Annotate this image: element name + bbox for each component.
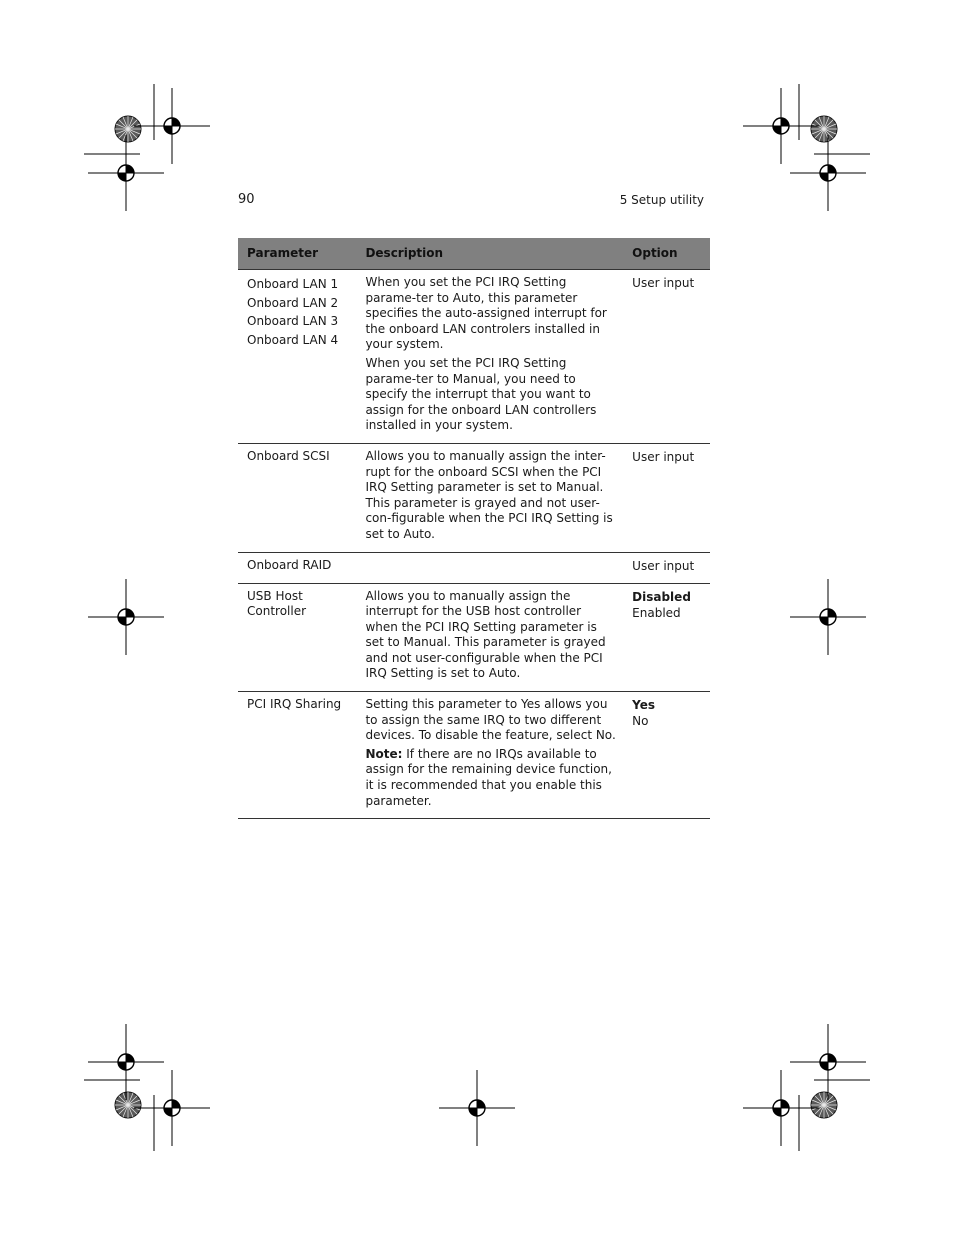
header-option: Option [623,238,710,270]
parameter-name: Onboard RAID [238,552,356,583]
note-paragraph [365,747,617,809]
parameter-cell [238,270,356,444]
option-value: User input [632,276,695,290]
option-cell [623,583,710,692]
description-text: Allows you to manually assign the interrupt for the USB host controller when the PCI IRQ Setting parameter is set to Manual. This parameter is grayed and not user-configurable when the PCI IRQ Setting is set to Auto. [356,583,623,692]
option-cell [623,692,710,819]
parameter-name: Onboard LAN 2 [247,295,339,310]
note-text: If there are no IRQs available to assign for the remaining device function, it is recommended that you enable this parameter. [365,746,612,808]
table-row [238,270,710,444]
page-number: 90 [238,192,255,207]
option-default-value: Yes [632,698,656,713]
parameter-table [238,238,710,819]
parameter-name: PCI IRQ Sharing [238,692,356,819]
description-cell [356,692,623,819]
option-value: User input [632,558,695,573]
parameter-name: Onboard LAN 4 [247,332,339,347]
header-description: Description [356,238,623,270]
table-row [238,583,710,692]
note-label: Note: [365,746,403,761]
table-row [238,443,710,552]
table-header-row [238,238,710,270]
description-text [356,552,623,583]
option-cell [623,443,710,552]
option-value: User input [632,449,695,464]
option-value: No [632,714,649,729]
table-row [238,552,710,583]
table-row [238,692,710,819]
description-cell [356,270,623,444]
header-parameter: Parameter [238,238,356,270]
option-cell [623,552,710,583]
option-cell [623,270,710,444]
description-text: When you set the PCI IRQ Setting parame-ter to Manual, you need to specify the interrupt that you want to assign for the onboard LAN controllers installed in your system. [365,355,597,433]
parameter-name: Onboard LAN 1 [247,277,339,291]
parameter-name: Onboard SCSI [238,443,356,552]
description-text: Setting this parameter to Yes allows you to assign the same IRQ to two different devices. To disable the feature, select No. [365,697,616,743]
parameter-name: USB Host Controller [238,583,356,692]
description-text: When you set the PCI IRQ Setting parame-ter to Auto, this parameter specifies the auto-assigned interrupt for the onboard LAN controlers installed in your system. [365,275,607,352]
parameter-name: Onboard LAN 3 [247,314,339,328]
option-default-value: Disabled [632,589,691,604]
description-text: Allows you to manually assign the inter-rupt for the onboard SCSI when the PCI IRQ Setting parameter is set to Manual. This parameter is grayed and not user-con-figurable when the PCI IRQ Setting is set to Auto. [356,443,623,552]
chapter-title: 5 Setup utility [619,193,704,207]
option-value: Enabled [632,605,681,620]
